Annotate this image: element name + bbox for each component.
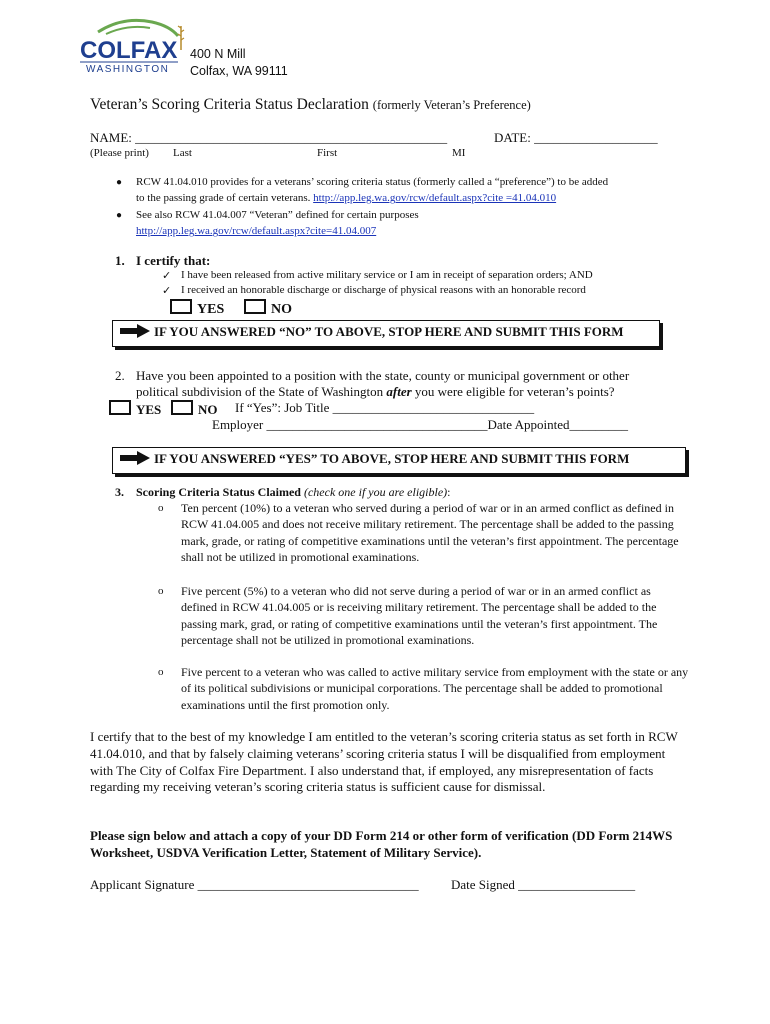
date-field[interactable]: DATE: ___________________: [494, 130, 658, 145]
q1-heading: I certify that:: [136, 253, 211, 268]
q3-heading-note: (check one if you are eligible): [303, 485, 448, 499]
bullet-1-line-1: RCW 41.04.010 provides for a veterans’ scoring criteria status (formerly called a “preference”) to be added: [136, 176, 609, 188]
q3-option-five-percent-promo: Five percent to a veteran who was called to active military service from employment with the state or any of its political subdivisions or municipal corporations. The percentage shall be added to promotional examinations until the first promotion only.: [181, 665, 689, 712]
bullet-rcw-007: [136, 207, 696, 240]
q1-item-2: I received an honorable discharge or discharge of physical reasons with an honorable record: [181, 284, 586, 296]
applicant-signature-field[interactable]: Applicant Signature __________________________________: [90, 877, 419, 892]
q2-no-label: NO: [198, 402, 218, 417]
q3-number: 3.: [115, 485, 124, 499]
option-bullet[interactable]: o: [158, 585, 164, 597]
q1-stop-text: IF YOU ANSWERED “NO” TO ABOVE, STOP HERE AND SUBMIT THIS FORM: [154, 324, 624, 339]
title-sub: (formerly Veteran’s Preference): [372, 98, 531, 112]
q2-no-option[interactable]: [171, 400, 218, 418]
print-label: (Please print): [90, 147, 149, 159]
q3-heading-row: [136, 485, 450, 500]
rcw-007-link[interactable]: http://app.leg.wa.gov/rcw/default.aspx?cite=41.04.007: [136, 225, 377, 238]
q1-item-1: I have been released from active military service or I am in receipt of separation orders; AND: [181, 269, 593, 281]
q2-line-2-pre: political subdivision of the State of Washington: [136, 384, 387, 399]
q3-heading: Scoring Criteria Status Claimed: [136, 485, 301, 499]
last-label: Last: [173, 147, 192, 159]
q3-option-ten-percent: Ten percent (10%) to a veteran who served during a period of war or in an armed conflict as defined in RCW 41.04.005 and does not receive military retirement. The percentage shall be added to the passing mark, grade, or rating of competitive examinations until the veteran’s first appointment. The percentage shall not be utilized in promotional examinations.: [181, 501, 679, 565]
date-signed-field[interactable]: Date Signed __________________: [451, 877, 636, 892]
q2-yes-option[interactable]: [109, 400, 161, 418]
bullet-dot: ●: [116, 210, 123, 221]
q2-number: 2.: [115, 368, 125, 383]
instructions: Please sign below and attach a copy of your DD Form 214 or other form of verification (DD Form 214WS Worksheet, USDVA Verification Letter, Statement of Military Service).: [90, 828, 673, 860]
rcw-010-link[interactable]: http://app.leg.wa.gov/rcw/default.aspx?cite =41.04.010: [313, 192, 557, 205]
address-line-1: 400 N Mill: [190, 47, 246, 61]
q2-line-1: Have you been appointed to a position with the state, county or municipal government or other: [136, 368, 630, 383]
q2-no-checkbox[interactable]: [171, 400, 193, 415]
page-title: [90, 96, 531, 114]
address-line-2: Colfax, WA 99111: [190, 64, 288, 78]
q3-heading-colon: :: [447, 485, 451, 499]
q2-line-2-post: you were eligible for veteran’s points?: [411, 384, 615, 399]
q2-yes-checkbox[interactable]: [109, 400, 131, 415]
q1-yes-label: YES: [197, 302, 225, 317]
option-bullet[interactable]: o: [158, 666, 164, 678]
q1-number: 1.: [115, 253, 125, 268]
q2-stop-notice: [112, 447, 686, 474]
q1-yes-option[interactable]: [170, 299, 224, 318]
q1-no-option[interactable]: [244, 299, 292, 318]
name-field[interactable]: NAME: ________________________________________________: [90, 130, 448, 145]
bullet-1-line-2: to the passing grade of certain veterans.: [136, 192, 314, 205]
colfax-logo: [78, 14, 188, 78]
q1-no-checkbox[interactable]: [244, 299, 266, 314]
first-label: First: [317, 147, 338, 159]
q1-yes-checkbox[interactable]: [170, 299, 192, 314]
title-main: Veteran’s Scoring Criteria Status Declaration: [90, 96, 369, 113]
q2-yes-label: YES: [136, 402, 162, 417]
mi-label: MI: [452, 147, 466, 159]
address: [190, 46, 288, 80]
checkmark-icon: ✓: [162, 270, 172, 282]
bullet-rcw-010: [136, 174, 696, 207]
arrow-right-icon: [120, 324, 150, 338]
q3-option-five-percent: Five percent (5%) to a veteran who did not serve during a period of war or in an armed conflict as defined in RCW 41.04.005 or is receiving military retirement. The percentage shall be added to the passing mark, grad, or rating of competitive examinations until the veteran’s first appointment. The percentage shall not be utilized in promotional examinations.: [181, 584, 658, 648]
job-title-field[interactable]: If “Yes”: Job Title _______________________________: [235, 400, 535, 415]
bullet-2-line-1: See also RCW 41.04.007 “Veteran” defined for certain purposes: [136, 209, 419, 221]
q1-stop-notice: [112, 320, 660, 347]
logo-subtext: WASHINGTON: [86, 64, 170, 75]
q1-no-label: NO: [271, 302, 292, 317]
q2-stop-text: IF YOU ANSWERED “YES” TO ABOVE, STOP HERE AND SUBMIT THIS FORM: [154, 451, 630, 466]
q2-line-2: [136, 384, 615, 400]
logo-text: COLFAX: [80, 37, 178, 64]
checkmark-icon: ✓: [162, 285, 172, 297]
arrow-right-icon: [120, 451, 150, 465]
bullet-dot: ●: [116, 177, 123, 188]
employer-field[interactable]: Employer __________________________________Date Appointed_________: [212, 417, 628, 432]
option-bullet[interactable]: o: [158, 502, 164, 514]
certification-statement: I certify that to the best of my knowledge I am entitled to the veteran’s scoring criteria status as set forth in RCW 41.04.010, and that by falsely claiming veterans’ scoring criteria status I will be disqualified from employment with The City of Colfax Fire Department. I also understand that, if employed, any misrepresentation of facts regarding my receiving veteran’s scoring criteria status is sufficient cause for dismissal.: [90, 729, 678, 795]
q2-line-2-emphasis: after: [386, 384, 412, 399]
